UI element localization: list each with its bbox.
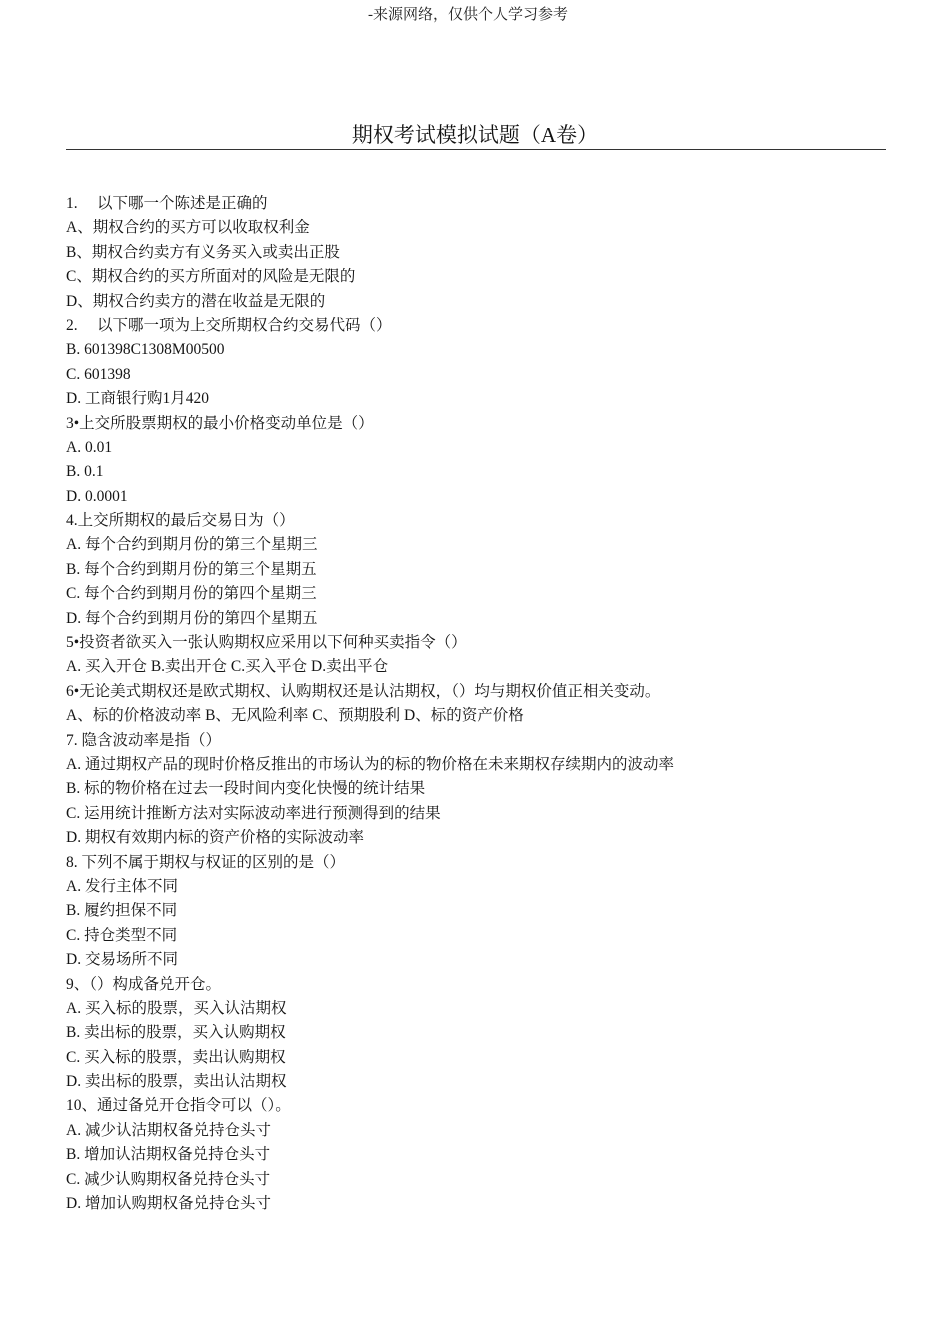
text-line: D. 0.0001 bbox=[66, 487, 128, 505]
text-line: 7. 隐含波动率是指（） bbox=[66, 731, 222, 749]
text-line: A. 每个合约到期月份的第三个星期三 bbox=[66, 536, 318, 554]
text-line: D、期权合约卖方的潜在收益是无限的 bbox=[66, 292, 326, 310]
text-line: B. 履约担保不同 bbox=[66, 902, 178, 920]
text-line: B. 标的物价格在过去一段时间内变化快慢的统计结果 bbox=[66, 780, 426, 798]
text-line: 3•上交所股票期权的最小价格变动单位是（） bbox=[66, 414, 374, 432]
text-line: D. 增加认购期权备兑持仓头寸 bbox=[66, 1195, 271, 1213]
page-title: 期权考试模拟试题（A卷） bbox=[351, 123, 599, 147]
text-line: 2. 以下哪一项为上交所期权合约交易代码（） bbox=[66, 316, 392, 334]
text-line: B. 卖出标的股票，买入认购期权 bbox=[66, 1024, 286, 1042]
text-line: D. 每个合约到期月份的第四个星期五 bbox=[66, 609, 318, 627]
text-line: 1. 以下哪一个陈述是正确的 bbox=[66, 195, 268, 212]
text-line: A. 减少认沽期权备兑持仓头寸 bbox=[66, 1121, 271, 1139]
text-line: A. 0.01 bbox=[66, 438, 113, 456]
text-line: 5•投资者欲买入一张认购期权应采用以下何种买卖指令（） bbox=[66, 634, 467, 652]
text-line: B. 0.1 bbox=[66, 463, 104, 481]
text-line: B、期权合约卖方有义务买入或卖出正股 bbox=[66, 243, 340, 261]
text-line: 9、（）构成备兑开仓。 bbox=[66, 975, 222, 993]
source-note: -来源网络，仅供个人学习参考 bbox=[368, 7, 568, 23]
text-line: C. 减少认购期权备兑持仓头寸 bbox=[66, 1170, 271, 1188]
text-line: A. 发行主体不同 bbox=[66, 877, 178, 895]
text-line: B. 增加认沽期权备兑持仓头寸 bbox=[66, 1146, 271, 1164]
text-line: D. 交易场所不同 bbox=[66, 951, 178, 969]
title-underline bbox=[66, 149, 886, 150]
text-line: 10、通过备兑开仓指令可以（）。 bbox=[66, 1097, 291, 1115]
text-line: A. 通过期权产品的现时价格反推出的市场认为的标的物价格在未来期权存续期内的波动率 bbox=[66, 755, 674, 773]
text-line: 4.上交所期权的最后交易日为（） bbox=[66, 512, 295, 530]
text-line: D. 期权有效期内标的资产价格的实际波动率 bbox=[66, 829, 364, 847]
question-list bbox=[66, 192, 886, 1216]
text-line: A. 买入标的股票，买入认沽期权 bbox=[66, 999, 287, 1017]
text-line: C. 每个合约到期月份的第四个星期三 bbox=[66, 585, 317, 603]
text-line: C. 运用统计推断方法对实际波动率进行预测得到的结果 bbox=[66, 804, 441, 822]
text-line: C. 601398 bbox=[66, 365, 131, 383]
text-line: D. 卖出标的股票，卖出认沽期权 bbox=[66, 1073, 287, 1091]
text-line: D. 工商银行购1月420 bbox=[66, 390, 209, 408]
text-line: C. 持仓类型不同 bbox=[66, 926, 178, 944]
text-line: A. 买入开仓 B.卖出开仓 C.买入平仓 D.卖出平仓 bbox=[66, 658, 389, 676]
text-line: B. 601398C1308M00500 bbox=[66, 341, 225, 359]
text-line: A、标的价格波动率 B、无风险利率 C、预期股利 D、标的资产价格 bbox=[66, 707, 524, 725]
text-line: C. 买入标的股票，卖出认购期权 bbox=[66, 1048, 286, 1066]
text-line: 6•无论美式期权还是欧式期权、认购期权还是认沽期权，（）均与期权价值正相关变动。 bbox=[66, 682, 661, 700]
text-line: A、期权合约的买方可以收取权利金 bbox=[66, 219, 310, 237]
text-line: B. 每个合约到期月份的第三个星期五 bbox=[66, 560, 317, 578]
text-line: C、期权合约的买方所面对的风险是无限的 bbox=[66, 268, 356, 286]
text-line: 8. 下列不属于期权与权证的区别的是（） bbox=[66, 853, 346, 871]
